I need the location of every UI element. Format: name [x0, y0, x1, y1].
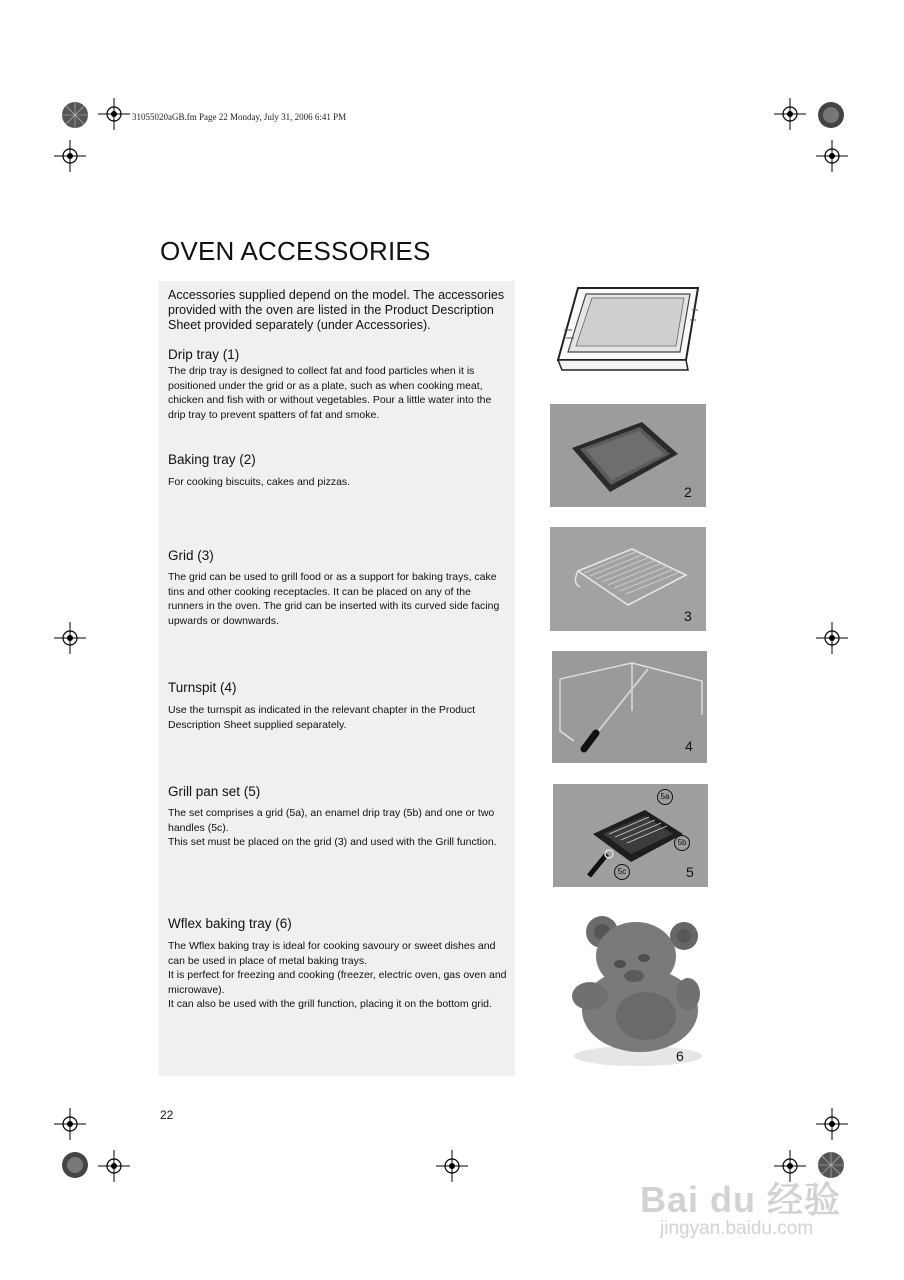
grid-photo	[550, 527, 706, 631]
section-body-wflex-baking-tray: The Wflex baking tray is ideal for cooking savoury or sweet dishes and can be used in place of metal baking trays. It is perfect for freezing and cooking (freezer, electric oven, gas oven and microwave). It can also be used with the grill function, placing it on the bottom grid.	[168, 940, 507, 1011]
section-heading-grid: Grid (3)	[168, 548, 214, 563]
section-body-drip-tray: The drip tray is designed to collect fat and food particles when it is positioned under the grid or as a plate, such as when cooking meat, chicken and fish with or without vegetables. Pour a little water into the drip tray to prevent spatters of fat and smoke.	[168, 365, 492, 421]
section-body-grid: The grid can be used to grill food or as a support for baking trays, cake tins and other cooking receptacles. It can be placed on any of the runners in the oven. The grid can be inserted with its curved side facing upwards or downwards.	[168, 571, 500, 627]
callout-5b-badge	[674, 835, 690, 851]
registration-mark-top-left	[98, 98, 130, 130]
page-title: OVEN ACCESSORIES	[160, 236, 431, 266]
registration-mark-left-upper	[54, 140, 86, 172]
baidu-watermark-logo: Bai du 经验	[640, 1179, 842, 1220]
registration-mark-right-middle	[816, 622, 848, 654]
page-number: 22	[160, 1108, 174, 1122]
baking-tray-photo	[550, 404, 706, 507]
section-body-baking-tray: For cooking biscuits, cakes and pizzas.	[168, 476, 351, 488]
figure-number-2: 2	[684, 484, 692, 500]
registration-mark-right-lower	[816, 1108, 848, 1140]
registration-mark-top-right	[774, 98, 806, 130]
section-heading-wflex-baking-tray: Wflex baking tray (6)	[168, 916, 292, 931]
color-target-bottom-left	[60, 1150, 90, 1180]
section-heading-baking-tray: Baking tray (2)	[168, 452, 256, 467]
intro-text: Accessories supplied depend on the model. The accessories provided with the oven are listed in the Product Description Sheet provided separately (under Accessories).	[168, 288, 505, 332]
section-body-turnspit: Use the turnspit as indicated in the relevant chapter in the Product Description Sheet supplied separately.	[168, 704, 476, 731]
section-body-grill-pan-set: The set comprises a grid (5a), an enamel drip tray (5b) and one or two handles (5c). This set must be placed on the grid (3) and used with the Grill function.	[168, 807, 497, 849]
section-heading-drip-tray: Drip tray (1)	[168, 347, 240, 362]
figure-number-6: 6	[676, 1048, 684, 1064]
callout-5b-label: 5b	[677, 838, 687, 847]
registration-mark-bottom-center	[436, 1150, 468, 1182]
drip-tray-illustration	[552, 284, 706, 376]
turnspit-photo	[552, 651, 707, 763]
registration-mark-bottom-left	[98, 1150, 130, 1182]
section-heading-turnspit: Turnspit (4)	[168, 680, 237, 695]
callout-5c-label: 5c	[617, 867, 627, 876]
registration-mark-left-middle	[54, 622, 86, 654]
callout-5c-badge	[614, 864, 630, 880]
section-heading-grill-pan-set: Grill pan set (5)	[168, 784, 261, 799]
color-target-top-right	[816, 100, 846, 130]
registration-mark-left-lower	[54, 1108, 86, 1140]
registration-mark-right-upper	[816, 140, 848, 172]
callout-5a-badge	[657, 789, 673, 805]
figure-number-4: 4	[685, 738, 693, 754]
wflex-baking-tray-photo	[560, 906, 706, 1070]
baidu-watermark-url: jingyan.baidu.com	[660, 1218, 814, 1239]
file-info-header: 31055020aGB.fm Page 22 Monday, July 31, 2006 6:41 PM	[132, 112, 347, 122]
callout-5a-label: 5a	[660, 792, 670, 801]
color-target-top-left	[60, 100, 90, 130]
figure-number-3: 3	[684, 608, 692, 624]
figure-number-5: 5	[686, 864, 694, 880]
